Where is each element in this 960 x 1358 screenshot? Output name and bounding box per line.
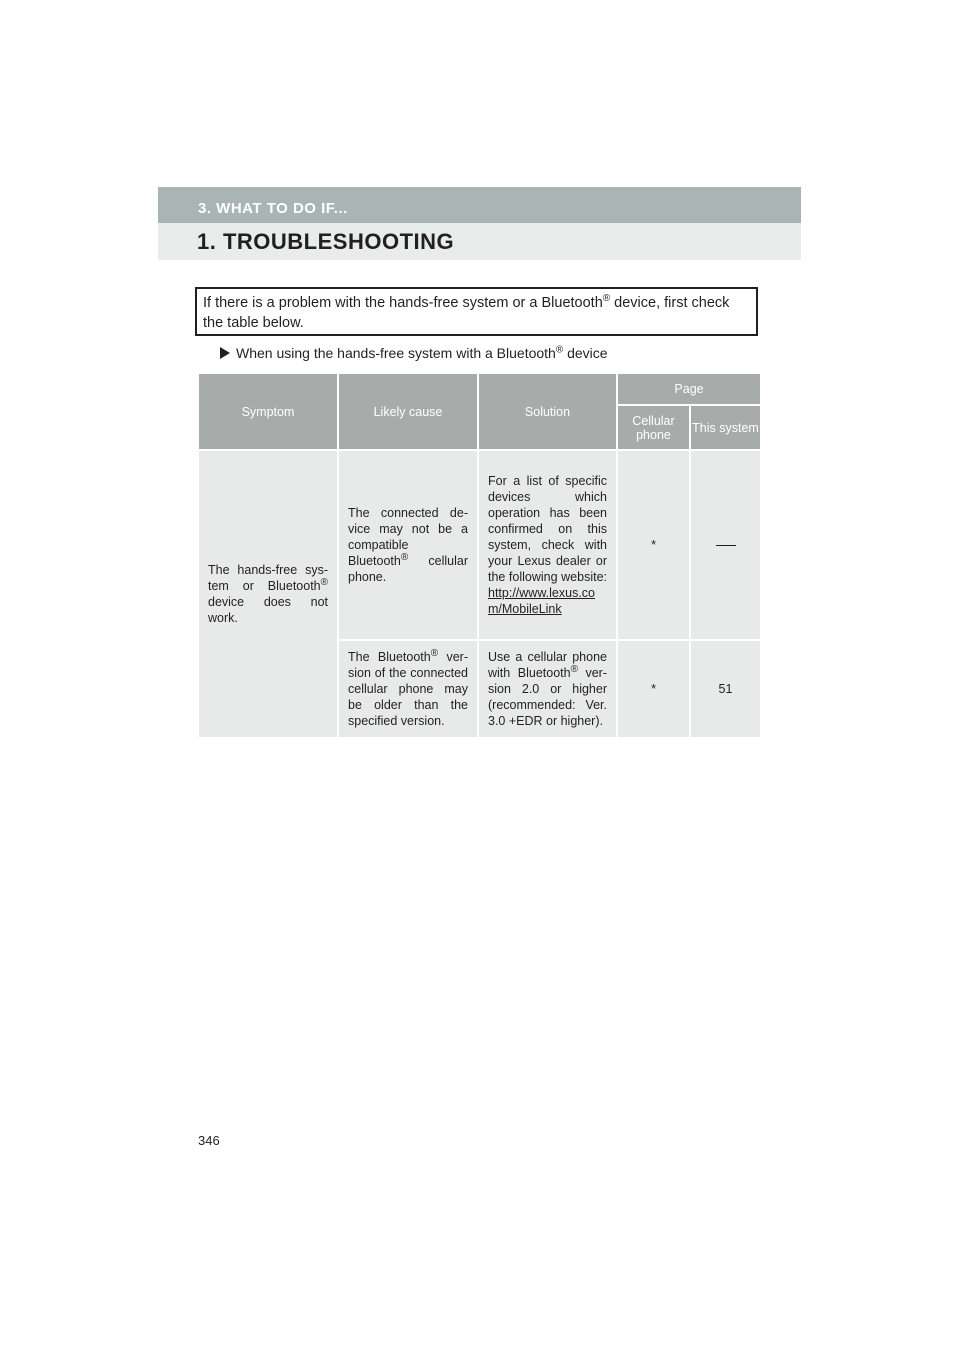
solution-text-after: ver-sion 2.0 or higher (recommended: Ver. 3.0 +EDR or higher).: [488, 666, 607, 728]
sub-heading-suffix: device: [563, 345, 608, 361]
mobilelink-website-link[interactable]: http://www.lexus.com/MobileLink: [488, 586, 595, 616]
page-number: 346: [198, 1133, 220, 1148]
page-title: 1. TROUBLESHOOTING: [197, 229, 455, 254]
cause-text: The connected de-vice may not be a compatible Bluetooth: [348, 506, 468, 568]
cause-text-after: ver-sion of the connected cellular phone may be older than the specified version.: [348, 650, 468, 728]
sub-heading: [220, 343, 608, 363]
dash-mark: [716, 545, 736, 546]
registered-mark: ®: [320, 576, 328, 588]
intro-text-after: device, first check the table below.: [203, 295, 730, 331]
header-likely-cause: Likely cause: [338, 373, 478, 450]
registered-mark: ®: [400, 551, 409, 563]
cause-cell: [338, 450, 478, 640]
cause-text: The Bluetooth: [348, 650, 431, 664]
symptom-cell: [198, 450, 338, 738]
solution-cell: [478, 450, 617, 640]
triangle-bullet-icon: [220, 347, 230, 359]
registered-mark: ®: [430, 647, 439, 659]
symptom-text-after: device does not work.: [208, 595, 328, 625]
symptom-text: The hands-free sys-tem or Bluetooth: [208, 563, 328, 593]
section-label: 3. WHAT TO DO IF...: [198, 200, 348, 217]
registered-mark: ®: [555, 344, 564, 356]
cellular-page-cell: *: [617, 640, 690, 738]
solution-text: Use a cellular phone with Bluetooth: [488, 650, 607, 680]
header-this-system: This system: [690, 405, 761, 450]
registered-mark: ®: [570, 663, 578, 675]
system-page-link[interactable]: 51: [690, 640, 761, 738]
table-row: [198, 450, 761, 640]
registered-mark: ®: [602, 293, 611, 305]
header-solution: Solution: [478, 373, 617, 450]
system-page-cell: [690, 450, 761, 640]
intro-note-box: [195, 287, 758, 336]
header-symptom: Symptom: [198, 373, 338, 450]
cause-cell: [338, 640, 478, 738]
header-cellular-phone: Cellular phone: [617, 405, 690, 450]
sub-heading-text: When using the hands-free system with a Bluetooth: [236, 345, 556, 361]
solution-text: For a list of specific devices which operation has been confirmed on this system, check with your Lexus dealer or the following website:: [488, 474, 607, 584]
solution-cell: [478, 640, 617, 738]
header-page: Page: [617, 373, 761, 405]
intro-text-before: If there is a problem with the hands-free system or a Bluetooth: [203, 295, 603, 311]
cellular-page-cell: *: [617, 450, 690, 640]
troubleshooting-table: [197, 372, 762, 739]
cause-text-after: cellular phone.: [348, 554, 468, 584]
